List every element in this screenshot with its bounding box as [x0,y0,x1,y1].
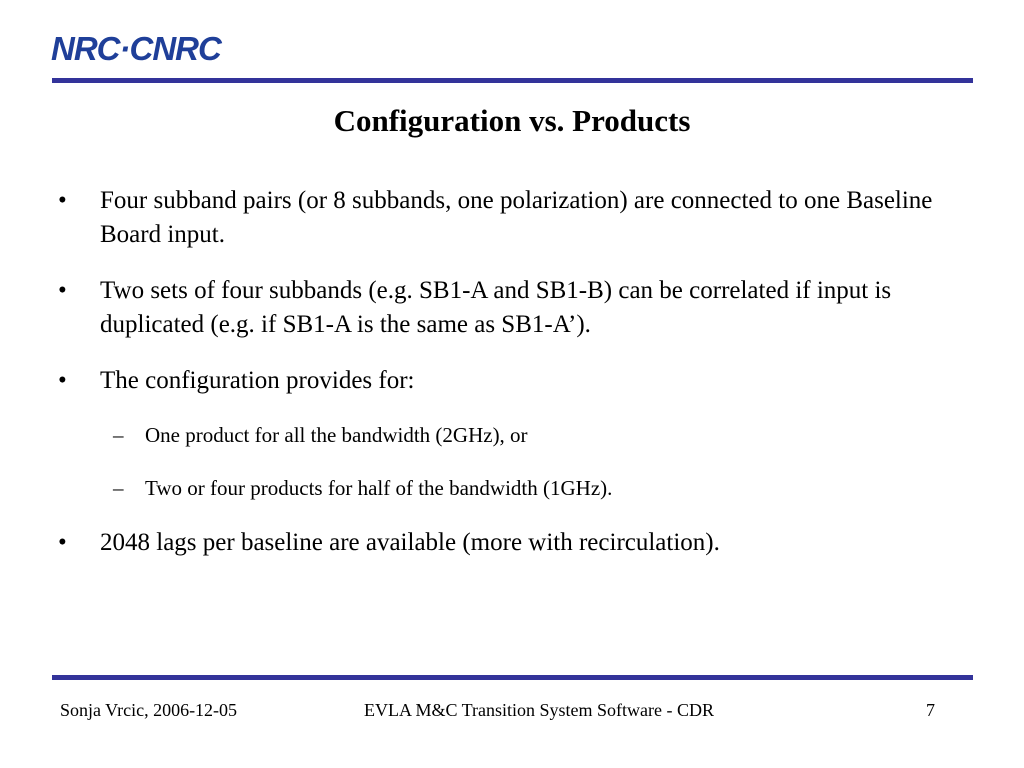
bullet-marker: • [58,367,67,394]
bullet-text: Four subband pairs (or 8 subbands, one polarization) are connected to one Baseline Board input. [100,187,933,248]
bullet-marker: • [58,187,67,214]
bullet-item [58,184,958,252]
nrc-cnrc-logo: NRC·CNRC [51,30,221,67]
slide-content [58,184,958,582]
sub-bullet-item [58,473,958,503]
footer-author-date: Sonja Vrcic, 2006-12-05 [60,700,238,720]
bullet-text: 2048 lags per baseline are available (more with recirculation). [100,529,720,556]
bullet-marker: • [58,277,67,304]
bullet-item [58,526,958,560]
sub-bullet-text: Two or four products for half of the bandwidth (1GHz). [145,476,613,500]
sub-bullet-marker: – [113,423,124,447]
bullet-item [58,364,958,398]
sub-bullet-item [58,420,958,450]
footer-title: EVLA M&C Transition System Software - CDR [364,700,715,720]
sub-bullet-marker: – [113,476,124,500]
bullet-item [58,274,958,342]
page-number: 7 [926,700,935,720]
sub-bullet-text: One product for all the bandwidth (2GHz), or [145,423,528,447]
bullet-text: Two sets of four subbands (e.g. SB1-A and SB1-B) can be correlated if input is duplicated (e.g. if SB1-A is the same as SB1-A’). [100,277,892,338]
slide-title: Configuration vs. Products [333,103,691,138]
header-rule [52,78,973,83]
footer-rule [52,675,973,680]
bullet-marker: • [58,529,67,556]
bullet-text: The configuration provides for: [100,367,415,394]
